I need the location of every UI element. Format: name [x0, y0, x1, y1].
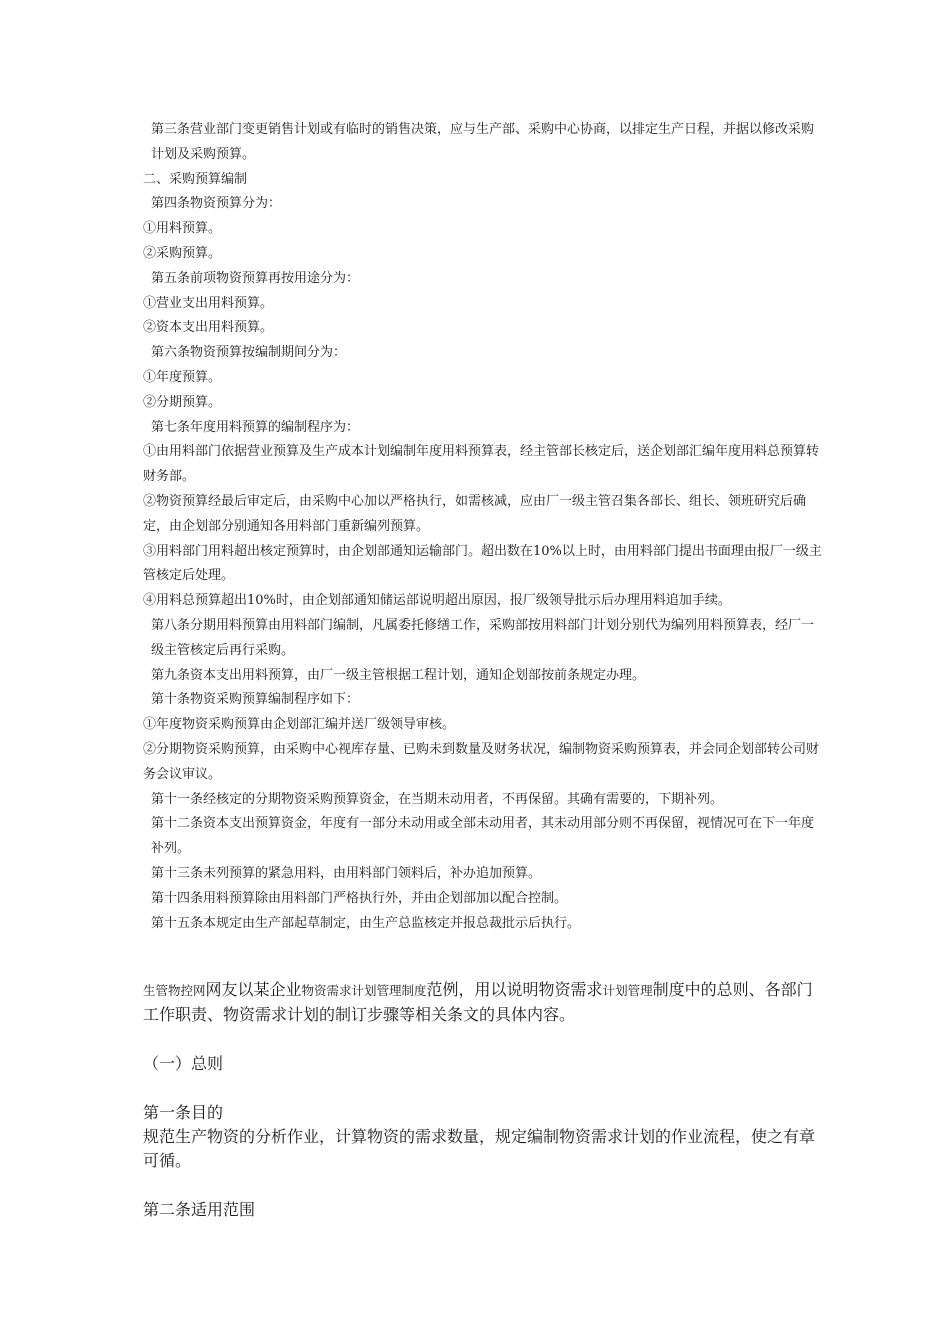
procurement-budget-section	[143, 118, 823, 936]
article2-title: 第二条适用范围	[143, 1200, 256, 1219]
intro-source: 生管物控网	[143, 983, 206, 998]
clause-paragraph: ②资本支出用料预算。	[143, 320, 274, 336]
clause-paragraph: 第六条物资预算按编制期间分为：	[151, 345, 347, 361]
clause-paragraph: 第十二条资本支出预算资金，年度有一部分未动用或全部未动用者，其未动用部分则不再保留，视情况可在下一年度补列。	[151, 816, 815, 857]
clause-paragraph: 第十条物资采购预算编制程序如下：	[151, 692, 360, 708]
clause-paragraph: 二、采购预算编制	[143, 171, 248, 187]
clause-paragraph: 第九条资本支出用料预算，由厂一级主管根据工程计划，通知企划部按前条规定办理。	[151, 667, 646, 683]
intro-text-2: 物资需求计划管理制度	[301, 983, 427, 998]
clause-paragraph: ①年度预算。	[143, 369, 222, 385]
clause-paragraph: ③用料部门用料超出核定预算时，由企划部通知运输部门。超出数在10%以上时，由用料部门提出书面理由报厂一级主管核定后处理。	[143, 543, 822, 584]
clause-paragraph: ①用料预算。	[143, 221, 222, 237]
clause-paragraph: ①营业支出用料预算。	[143, 295, 274, 311]
clause-paragraph: 第四条物资预算分为：	[151, 196, 282, 212]
intro-text-3: 范例，用以说明物资需求	[426, 980, 603, 999]
clause-paragraph: ②分期物资采购预算，由采购中心视库存量、已购未到数量及财务状况，编制物资采购预算表，并会同企划部转公司财务会议审议。	[143, 741, 820, 782]
intro-text-4: 计划管理	[602, 983, 653, 998]
clause-paragraph: ②分期预算。	[143, 394, 222, 410]
material-requirement-section	[143, 978, 823, 1222]
clause-paragraph: 第十三条未列预算的紧急用料，由用料部门领料后，补办追加预算。	[151, 865, 542, 881]
clause-paragraph: 第十四条用料预算除由用料部门严格执行外，并由企划部加以配合控制。	[151, 890, 568, 906]
clause-paragraph: 第八条分期用料预算由用料部门编制，凡属委托修缮工作，采购部按用料部门计划分别代为编列用料预算表，经厂一级主管核定后再行采购。	[151, 617, 815, 658]
clause-paragraph: ②采购预算。	[143, 245, 222, 261]
general-heading: （一）总则	[143, 1054, 224, 1073]
clause-paragraph: ①由用料部门依据营业预算及生产成本计划编制年度用料预算表，经主管部长核定后，送企划部汇编年度用料总预算转财务部。	[143, 444, 820, 485]
article1-body: 规范生产物资的分析作业，计算物资的需求数量，规定编制物资需求计划的作业流程，使之有章可循。	[143, 1127, 816, 1170]
clause-paragraph: ②物资预算经最后审定后，由采购中心加以严格执行，如需核减，应由厂一级主管召集各部长、组长、领班研究后确定，由企划部分别通知各用料部门重新编列预算。	[143, 493, 807, 534]
article1-title: 第一条目的	[143, 1103, 224, 1122]
clause-paragraph: 第十一条经核定的分期物资采购预算资金，在当期未动用者，不再保留。其确有需要的，下期补列。	[151, 791, 724, 807]
intro-text-1: 网友以某企业	[205, 980, 302, 999]
clause-paragraph: 第三条营业部门变更销售计划或有临时的销售决策，应与生产部、采购中心协商，以排定生产日程，并据以修改采购计划及采购预算。	[151, 122, 815, 162]
clause-paragraph: 第五条前项物资预算再按用途分为：	[151, 270, 360, 286]
intro-paragraph	[143, 978, 823, 1027]
clause-paragraph: 第七条年度用料预算的编制程序为：	[151, 419, 360, 435]
intro-text-5: 制度中的总则、各部门工作职责、物资需求计划的制订步骤等相关条文的具体内容。	[143, 980, 813, 1024]
clause-paragraph: ①年度物资采购预算由企划部汇编并送厂级领导审核。	[143, 717, 456, 733]
clause-paragraph: 第十五条本规定由生产部起草制定，由生产总监核定并报总裁批示后执行。	[151, 915, 581, 931]
clause-paragraph: ④用料总预算超出10%时，由企划部通知储运部说明超出原因，报厂级领导批示后办理用料追加手续。	[143, 593, 731, 609]
